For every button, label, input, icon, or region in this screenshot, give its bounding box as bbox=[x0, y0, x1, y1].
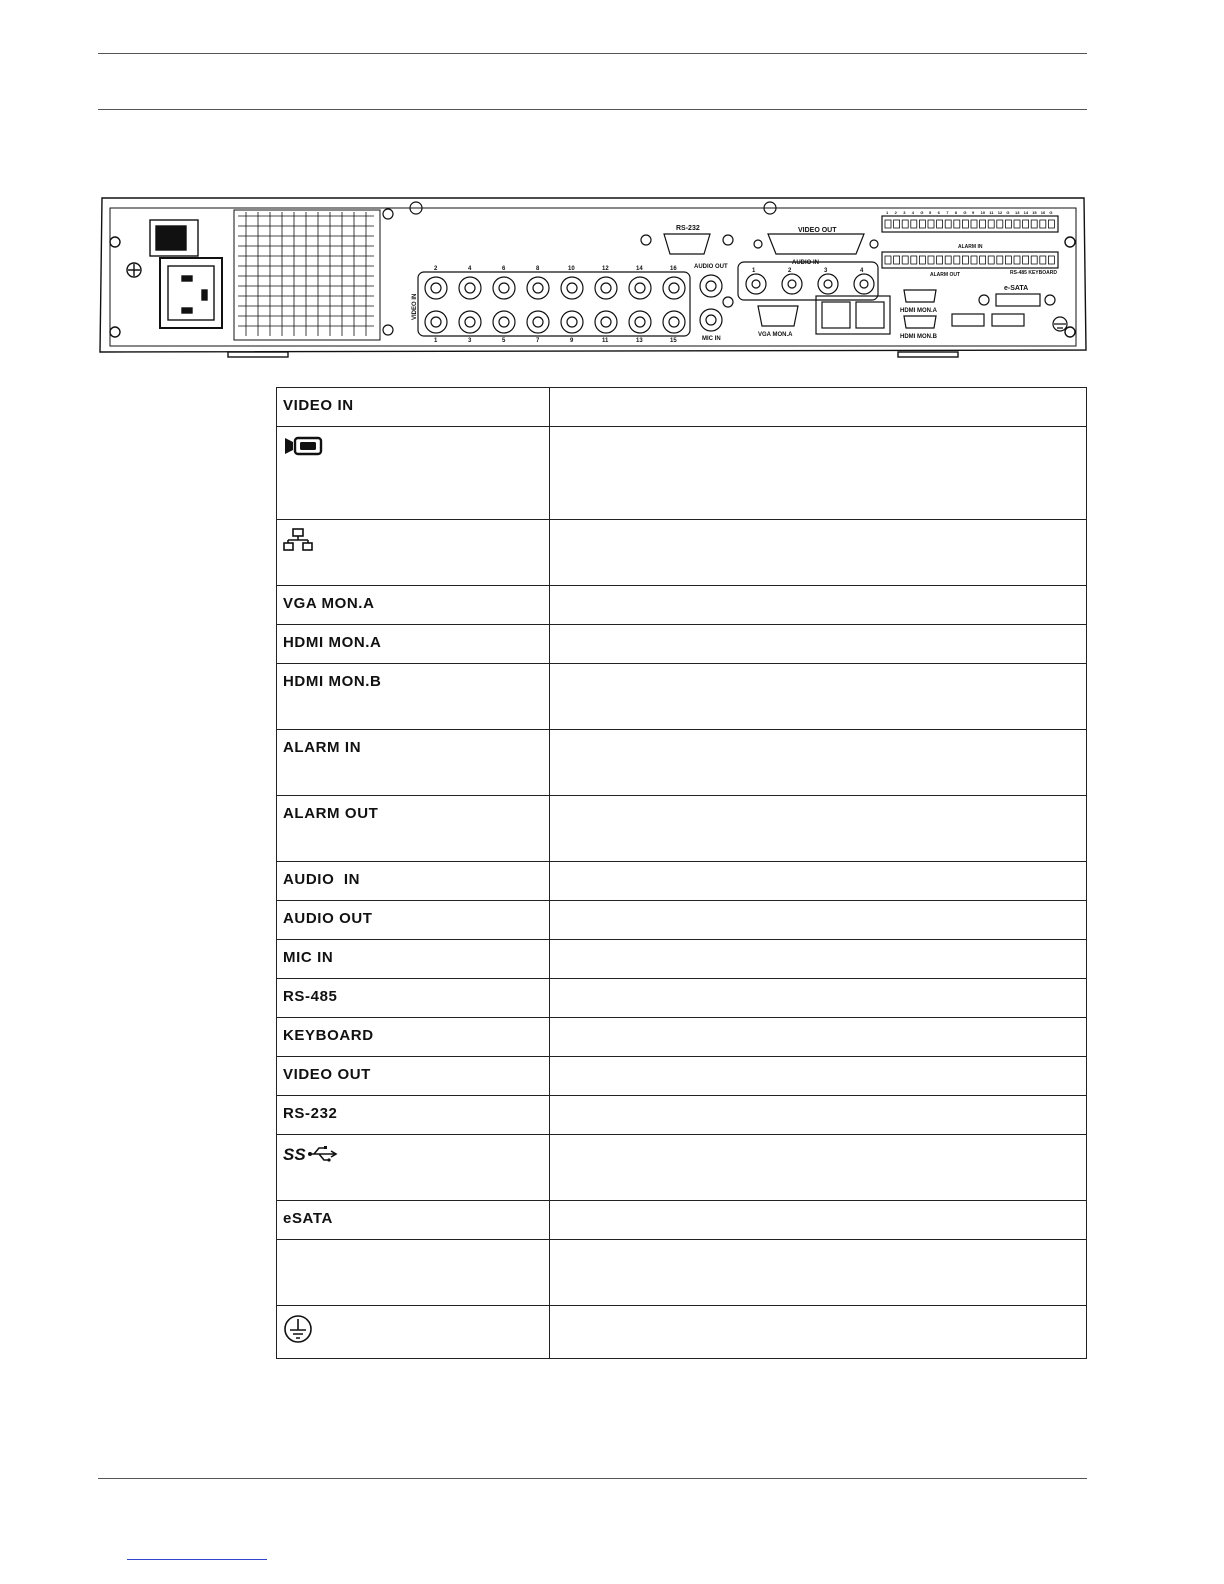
port-row bbox=[277, 427, 1087, 520]
terminal-pin bbox=[1040, 220, 1046, 228]
usb-ss-icon bbox=[277, 1135, 549, 1170]
bnc-number: 11 bbox=[602, 338, 609, 344]
alarm-in-number: G bbox=[1049, 210, 1053, 215]
port-description-cell bbox=[550, 730, 1087, 796]
port-row bbox=[277, 1057, 1087, 1096]
audio-out-port-label: AUDIO OUT bbox=[694, 264, 728, 270]
terminal-pin bbox=[997, 220, 1003, 228]
terminal-pin bbox=[988, 256, 994, 264]
port-name-label: HDMI MON.B bbox=[283, 673, 382, 690]
port-name-cell bbox=[277, 1096, 550, 1135]
bnc-number: 9 bbox=[570, 338, 574, 344]
port-row bbox=[277, 388, 1087, 427]
bnc-number: 2 bbox=[434, 266, 438, 272]
port-name-cell bbox=[277, 586, 550, 625]
alarm-in-number: 15 bbox=[1032, 210, 1037, 215]
terminal-pin bbox=[945, 220, 951, 228]
terminal-pin bbox=[1048, 256, 1054, 264]
terminal-pin bbox=[937, 256, 943, 264]
port-row bbox=[277, 586, 1087, 625]
terminal-pin bbox=[911, 220, 917, 228]
alarm-out-port-label: ALARM OUT bbox=[930, 272, 960, 278]
terminal-pin bbox=[928, 220, 934, 228]
terminal-pin bbox=[928, 256, 934, 264]
port-name-cell bbox=[277, 388, 550, 427]
port-name-label: eSATA bbox=[283, 1210, 333, 1227]
terminal-pin bbox=[1048, 220, 1054, 228]
port-row bbox=[277, 1201, 1087, 1240]
terminal-pin bbox=[1040, 256, 1046, 264]
port-description-cell bbox=[550, 586, 1087, 625]
alarm-in-number: 3 bbox=[903, 210, 906, 215]
port-description-cell bbox=[550, 1135, 1087, 1201]
port-description-cell bbox=[550, 625, 1087, 664]
port-row bbox=[277, 940, 1087, 979]
terminal-pin bbox=[988, 220, 994, 228]
terminal-pin bbox=[919, 256, 925, 264]
terminal-pin bbox=[919, 220, 925, 228]
footer-link-underline bbox=[127, 1559, 267, 1560]
port-row bbox=[277, 979, 1087, 1018]
port-row bbox=[277, 730, 1087, 796]
audio-in-number: 2 bbox=[788, 268, 792, 274]
port-name-label: HDMI MON.A bbox=[283, 634, 382, 651]
port-row bbox=[277, 1135, 1087, 1201]
alarm-in-number: 10 bbox=[980, 210, 986, 215]
port-name-label: ALARM IN bbox=[283, 739, 362, 756]
hdmi-mon-b-port-label: HDMI MON.B bbox=[900, 334, 937, 340]
terminal-pin bbox=[1031, 256, 1037, 264]
port-name-label: KEYBOARD bbox=[283, 1027, 374, 1044]
terminal-pin bbox=[911, 256, 917, 264]
port-row bbox=[277, 862, 1087, 901]
alarm-in-number: 13 bbox=[1015, 210, 1020, 215]
alarm-in-number: 4 bbox=[911, 210, 915, 215]
port-description-cell bbox=[550, 979, 1087, 1018]
port-description-cell bbox=[550, 388, 1087, 427]
video-out-port-label: VIDEO OUT bbox=[798, 227, 837, 234]
terminal-pin bbox=[1023, 220, 1029, 228]
terminal-pin bbox=[980, 220, 986, 228]
port-row bbox=[277, 1240, 1087, 1306]
port-name-label: AUDIO OUT bbox=[283, 910, 373, 927]
bnc-number: 14 bbox=[636, 266, 643, 272]
audio-in-number: 4 bbox=[860, 268, 864, 274]
rear-panel-diagram bbox=[98, 190, 1088, 370]
terminal-pin bbox=[1014, 220, 1020, 228]
port-name-label: RS-232 bbox=[283, 1105, 338, 1122]
port-name-label bbox=[277, 1240, 549, 1249]
port-row bbox=[277, 520, 1087, 586]
alarm-in-number: G bbox=[920, 210, 924, 215]
alarm-in-number: 7 bbox=[946, 210, 949, 215]
terminal-pin bbox=[1005, 220, 1011, 228]
port-name-cell bbox=[277, 796, 550, 862]
terminal-pin bbox=[954, 220, 960, 228]
port-row bbox=[277, 901, 1087, 940]
bnc-number: 15 bbox=[670, 338, 677, 344]
port-description-cell bbox=[550, 427, 1087, 520]
port-description-cell bbox=[550, 796, 1087, 862]
bnc-number: 5 bbox=[502, 338, 506, 344]
alarm-in-number: 5 bbox=[929, 210, 932, 215]
terminal-pin bbox=[1005, 256, 1011, 264]
terminal-pin bbox=[894, 256, 900, 264]
port-name-cell bbox=[277, 730, 550, 796]
port-name-cell bbox=[277, 427, 550, 520]
port-name-cell bbox=[277, 664, 550, 730]
alarm-in-number: 9 bbox=[972, 210, 975, 215]
terminal-pin bbox=[962, 256, 968, 264]
terminal-pin bbox=[1031, 220, 1037, 228]
bnc-number: 1 bbox=[434, 338, 438, 344]
alarm-in-port-label: ALARM IN bbox=[958, 244, 983, 250]
port-description-cell bbox=[550, 1057, 1087, 1096]
port-name-label: RS-485 bbox=[283, 988, 338, 1005]
terminal-pin bbox=[937, 220, 943, 228]
port-name-cell bbox=[277, 979, 550, 1018]
terminal-pin bbox=[971, 220, 977, 228]
alarm-in-number: G bbox=[963, 210, 967, 215]
port-description-table bbox=[276, 387, 1087, 1359]
alarm-in-number: 12 bbox=[997, 210, 1003, 215]
terminal-pin bbox=[962, 220, 968, 228]
port-name-label: AUDIO IN bbox=[283, 871, 361, 888]
alarm-in-number: 16 bbox=[1040, 210, 1046, 215]
camera-icon bbox=[277, 427, 549, 462]
header-rule-top bbox=[98, 53, 1087, 54]
port-name-label: MIC IN bbox=[283, 949, 334, 966]
terminal-pin bbox=[885, 256, 891, 264]
port-name-label: VIDEO OUT bbox=[283, 1066, 371, 1083]
bnc-number: 7 bbox=[536, 338, 540, 344]
bnc-number: 8 bbox=[536, 266, 540, 272]
port-description-cell bbox=[550, 901, 1087, 940]
bnc-number: 4 bbox=[468, 266, 472, 272]
network-icon bbox=[277, 520, 549, 557]
port-description-cell bbox=[550, 1306, 1087, 1359]
terminal-pin bbox=[980, 256, 986, 264]
bnc-number: 6 bbox=[502, 266, 506, 272]
port-name-cell bbox=[277, 1018, 550, 1057]
bnc-number: 3 bbox=[468, 338, 472, 344]
terminal-pin bbox=[902, 220, 908, 228]
port-description-cell bbox=[550, 1018, 1087, 1057]
rs485-keyboard-port-label: RS-485 KEYBOARD bbox=[1010, 270, 1057, 276]
audio-in-number: 1 bbox=[752, 268, 756, 274]
port-name-cell bbox=[277, 1306, 550, 1359]
terminal-pin bbox=[885, 220, 891, 228]
terminal-pin bbox=[1014, 256, 1020, 264]
ground-icon bbox=[277, 1306, 549, 1349]
svg-text:SS: SS bbox=[283, 1145, 306, 1164]
terminal-pin bbox=[997, 256, 1003, 264]
port-description-cell bbox=[550, 520, 1087, 586]
port-row bbox=[277, 796, 1087, 862]
alarm-in-number: 1 bbox=[886, 210, 889, 215]
port-row bbox=[277, 664, 1087, 730]
port-name-cell bbox=[277, 520, 550, 586]
alarm-in-number: 8 bbox=[954, 210, 958, 215]
vga-mon-a-port-label: VGA MON.A bbox=[758, 332, 793, 338]
port-row bbox=[277, 1306, 1087, 1359]
terminal-pin bbox=[945, 256, 951, 264]
mic-in-port-label: MIC IN bbox=[702, 336, 721, 342]
esata-port-label: e-SATA bbox=[1004, 285, 1029, 292]
video-in-port-label: VIDEO IN bbox=[412, 293, 418, 320]
port-row bbox=[277, 625, 1087, 664]
port-name-cell bbox=[277, 1057, 550, 1096]
terminal-pin bbox=[1023, 256, 1029, 264]
terminal-pin bbox=[971, 256, 977, 264]
audio-in-port-label: AUDIO IN bbox=[792, 260, 819, 266]
port-name-cell bbox=[277, 1135, 550, 1201]
port-row bbox=[277, 1018, 1087, 1057]
hdmi-mon-a-port-label: HDMI MON.A bbox=[900, 308, 937, 314]
port-name-label: VIDEO IN bbox=[283, 397, 354, 414]
terminal-pin bbox=[894, 220, 900, 228]
terminal-pin bbox=[902, 256, 908, 264]
bnc-number: 10 bbox=[568, 266, 575, 272]
alarm-in-number: 2 bbox=[894, 210, 897, 215]
footer-rule bbox=[98, 1478, 1087, 1479]
alarm-in-number: 14 bbox=[1023, 210, 1029, 215]
bnc-number: 16 bbox=[670, 266, 677, 272]
port-name-cell bbox=[277, 1201, 550, 1240]
port-name-cell bbox=[277, 1240, 550, 1306]
port-name-cell bbox=[277, 940, 550, 979]
bnc-number: 13 bbox=[636, 338, 643, 344]
port-name-label: ALARM OUT bbox=[283, 805, 379, 822]
alarm-in-number: 11 bbox=[989, 210, 994, 215]
bnc-number: 12 bbox=[602, 266, 609, 272]
alarm-in-number: 6 bbox=[937, 210, 940, 215]
port-name-label: VGA MON.A bbox=[283, 595, 375, 612]
port-name-cell bbox=[277, 625, 550, 664]
port-description-cell bbox=[550, 664, 1087, 730]
header-rule-bottom bbox=[98, 109, 1087, 110]
port-description-cell bbox=[550, 1096, 1087, 1135]
terminal-pin bbox=[954, 256, 960, 264]
alarm-in-number: G bbox=[1006, 210, 1010, 215]
port-description-cell bbox=[550, 940, 1087, 979]
port-name-cell bbox=[277, 901, 550, 940]
port-description-cell bbox=[550, 862, 1087, 901]
port-description-cell bbox=[550, 1240, 1087, 1306]
audio-in-number: 3 bbox=[824, 268, 828, 274]
port-name-cell bbox=[277, 862, 550, 901]
rs232-port-label: RS-232 bbox=[676, 225, 700, 232]
port-row bbox=[277, 1096, 1087, 1135]
port-description-cell bbox=[550, 1201, 1087, 1240]
